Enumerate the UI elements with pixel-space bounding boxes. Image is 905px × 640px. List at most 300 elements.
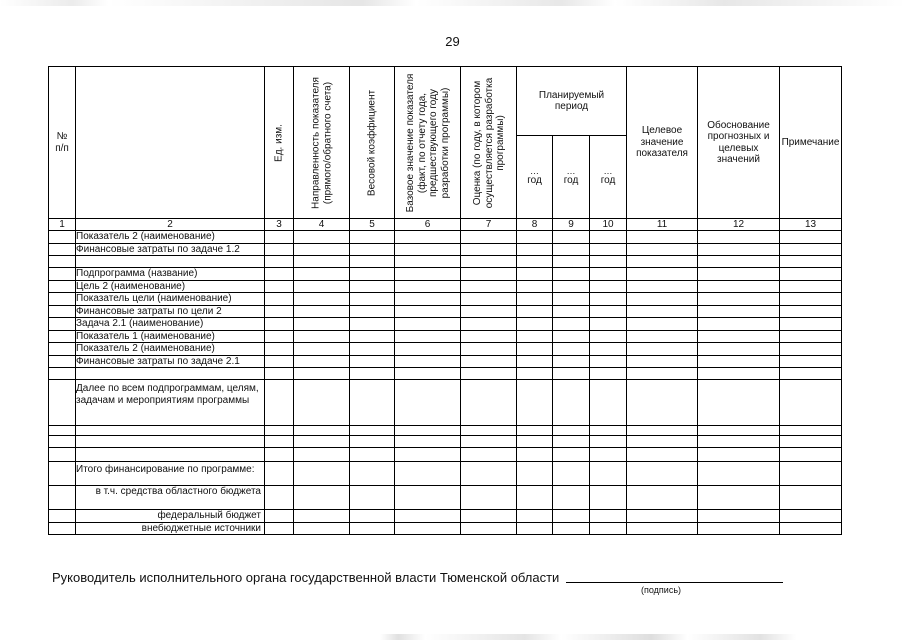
table-cell[interactable]	[517, 256, 553, 268]
table-cell[interactable]	[780, 256, 842, 268]
row-label: в т.ч. средства областного бюджета	[76, 486, 265, 510]
table-cell[interactable]	[590, 243, 627, 256]
table-cell[interactable]	[294, 268, 350, 281]
col-header-justification: Обоснование прогнозных и целевых значений	[698, 67, 780, 219]
table-cell[interactable]	[49, 330, 76, 343]
col-header-target: Целевое значение показателя	[627, 67, 698, 219]
row-label	[76, 448, 265, 462]
table-cell[interactable]	[395, 256, 461, 268]
table-cell[interactable]	[553, 522, 590, 535]
table-cell[interactable]	[590, 462, 627, 486]
table-cell[interactable]	[517, 380, 553, 426]
page-number: 29	[445, 34, 460, 49]
table-cell[interactable]	[294, 426, 350, 436]
table-cell[interactable]	[49, 510, 76, 523]
table-cell[interactable]	[627, 448, 698, 462]
table-cell[interactable]	[590, 343, 627, 356]
table-cell[interactable]	[517, 318, 553, 331]
table-cell[interactable]	[350, 318, 395, 331]
table-cell[interactable]	[627, 380, 698, 426]
table-cell[interactable]	[780, 280, 842, 293]
table-cell[interactable]	[265, 380, 294, 426]
table-cell[interactable]	[265, 462, 294, 486]
table-cell[interactable]	[780, 318, 842, 331]
table-cell[interactable]	[350, 510, 395, 523]
table-cell[interactable]	[461, 243, 517, 256]
table-cell[interactable]	[350, 448, 395, 462]
table-cell[interactable]	[294, 256, 350, 268]
table-cell[interactable]	[553, 330, 590, 343]
col-header-weight	[350, 67, 395, 219]
base-value-header-text: Базовое значение показателя (факт, по отчету года, предшествующего году разработки программы)	[404, 73, 450, 212]
table-cell[interactable]	[294, 231, 350, 244]
table-cell[interactable]	[698, 280, 780, 293]
col-header-note: Примечание	[780, 67, 842, 219]
table-cell[interactable]	[517, 243, 553, 256]
table-cell[interactable]	[49, 318, 76, 331]
table-cell[interactable]	[461, 318, 517, 331]
table-cell[interactable]	[294, 510, 350, 523]
table-cell[interactable]	[780, 231, 842, 244]
row-label: Показатель 2 (наименование)	[76, 231, 265, 244]
direction-header-text: Направленность показателя (прямого/обратного счета)	[310, 76, 333, 209]
table-cell[interactable]	[517, 436, 553, 448]
col-header-year-1: … год	[517, 136, 553, 219]
table-cell[interactable]	[265, 355, 294, 368]
table-cell[interactable]	[461, 510, 517, 523]
col-header-direction	[294, 67, 350, 219]
table-cell[interactable]	[698, 243, 780, 256]
table-cell[interactable]	[553, 243, 590, 256]
table-cell[interactable]	[627, 368, 698, 380]
table-cell[interactable]	[461, 368, 517, 380]
table-row	[49, 231, 842, 244]
table-cell[interactable]	[627, 256, 698, 268]
table-cell[interactable]	[395, 436, 461, 448]
table-cell[interactable]	[780, 462, 842, 486]
table-cell[interactable]	[553, 426, 590, 436]
table-cell[interactable]	[698, 355, 780, 368]
table-cell[interactable]	[461, 355, 517, 368]
table-cell[interactable]	[553, 268, 590, 281]
table-cell[interactable]	[294, 343, 350, 356]
table-row	[49, 436, 842, 448]
table-cell[interactable]	[294, 448, 350, 462]
table-cell[interactable]	[590, 426, 627, 436]
table-cell[interactable]	[517, 330, 553, 343]
row-label	[76, 368, 265, 380]
table-cell[interactable]	[461, 305, 517, 318]
table-cell[interactable]	[49, 486, 76, 510]
table-cell[interactable]	[517, 448, 553, 462]
table-cell[interactable]	[265, 510, 294, 523]
row-label: Подпрограмма (название)	[76, 268, 265, 281]
table-cell[interactable]	[517, 368, 553, 380]
table-cell[interactable]	[49, 256, 76, 268]
table-cell[interactable]	[461, 380, 517, 426]
col-header-year-2: … год	[553, 136, 590, 219]
row-label: Показатель 2 (наименование)	[76, 343, 265, 356]
table-cell[interactable]	[553, 280, 590, 293]
table-cell[interactable]	[461, 268, 517, 281]
signature-line[interactable]	[566, 582, 783, 583]
table-cell[interactable]	[590, 280, 627, 293]
table-row	[49, 522, 842, 535]
table-cell[interactable]	[395, 522, 461, 535]
table-row	[49, 510, 842, 523]
table-cell[interactable]	[627, 330, 698, 343]
table-cell[interactable]	[553, 380, 590, 426]
table-cell[interactable]	[294, 522, 350, 535]
table-cell[interactable]	[590, 231, 627, 244]
table-cell[interactable]	[517, 231, 553, 244]
table-cell[interactable]	[294, 293, 350, 306]
table-cell[interactable]	[698, 510, 780, 523]
table-cell[interactable]	[698, 380, 780, 426]
table-cell[interactable]	[553, 368, 590, 380]
table-cell[interactable]	[265, 448, 294, 462]
table-cell[interactable]	[49, 355, 76, 368]
table-cell[interactable]	[350, 243, 395, 256]
table-cell[interactable]	[395, 293, 461, 306]
table-cell[interactable]	[780, 426, 842, 436]
table-cell[interactable]	[294, 368, 350, 380]
table-cell[interactable]	[49, 280, 76, 293]
table-cell[interactable]	[265, 486, 294, 510]
table-cell[interactable]	[517, 293, 553, 306]
table-cell[interactable]	[265, 231, 294, 244]
col-header-base-value	[395, 67, 461, 219]
table-cell[interactable]	[265, 522, 294, 535]
table-cell[interactable]	[350, 330, 395, 343]
table-cell[interactable]	[517, 355, 553, 368]
table-cell[interactable]	[590, 330, 627, 343]
weight-header-text: Весовой коэффициент	[366, 89, 378, 196]
table-cell[interactable]	[590, 448, 627, 462]
table-cell[interactable]	[698, 343, 780, 356]
table-cell[interactable]	[395, 368, 461, 380]
table-cell[interactable]	[350, 268, 395, 281]
table-cell[interactable]	[590, 380, 627, 426]
table-cell[interactable]	[265, 305, 294, 318]
table-cell[interactable]	[350, 380, 395, 426]
table-cell[interactable]	[780, 448, 842, 462]
table-cell[interactable]	[627, 268, 698, 281]
row-label: Финансовые затраты по цели 2	[76, 305, 265, 318]
table-cell[interactable]	[395, 343, 461, 356]
table-row	[49, 368, 842, 380]
row-label	[76, 436, 265, 448]
table-cell[interactable]	[780, 522, 842, 535]
table-cell[interactable]	[395, 243, 461, 256]
table-cell[interactable]	[350, 368, 395, 380]
table-cell[interactable]	[627, 462, 698, 486]
scan-edge-top	[0, 0, 905, 6]
table-cell[interactable]	[350, 426, 395, 436]
table-cell[interactable]	[553, 318, 590, 331]
table-cell[interactable]	[627, 293, 698, 306]
table-cell[interactable]	[627, 522, 698, 535]
table-cell[interactable]	[698, 318, 780, 331]
table-row	[49, 318, 842, 331]
col-header-planned-period: Планируемый период	[517, 67, 627, 136]
table-cell[interactable]	[350, 355, 395, 368]
table-cell[interactable]	[780, 268, 842, 281]
row-label: внебюджетные источники	[76, 522, 265, 535]
table-cell[interactable]	[49, 343, 76, 356]
header-row-top	[49, 67, 842, 136]
table-cell[interactable]	[698, 448, 780, 462]
table-cell[interactable]	[780, 305, 842, 318]
row-label: Итого финансирование по программе:	[76, 462, 265, 486]
table-cell[interactable]	[265, 243, 294, 256]
table-cell[interactable]	[265, 256, 294, 268]
table-cell[interactable]	[49, 268, 76, 281]
table-cell[interactable]	[350, 462, 395, 486]
table-cell[interactable]	[627, 426, 698, 436]
table-cell[interactable]	[49, 243, 76, 256]
table-cell[interactable]	[350, 522, 395, 535]
table-cell[interactable]	[294, 462, 350, 486]
table-cell[interactable]	[350, 436, 395, 448]
table-cell[interactable]	[698, 436, 780, 448]
table-cell[interactable]	[698, 256, 780, 268]
table-row	[49, 355, 842, 368]
table-cell[interactable]	[590, 305, 627, 318]
table-cell[interactable]	[350, 486, 395, 510]
table-cell[interactable]	[294, 318, 350, 331]
table-cell[interactable]	[461, 462, 517, 486]
table-cell[interactable]	[553, 448, 590, 462]
table-cell[interactable]	[49, 522, 76, 535]
table-cell[interactable]	[49, 426, 76, 436]
table-cell[interactable]	[294, 305, 350, 318]
table-cell[interactable]	[49, 305, 76, 318]
row-label: Финансовые затраты по задаче 1.2	[76, 243, 265, 256]
table-cell[interactable]	[395, 486, 461, 510]
table-cell[interactable]	[698, 231, 780, 244]
row-label: Далее по всем подпрограммам, целям, задачам и мероприятиям программы	[76, 380, 265, 426]
table-cell[interactable]	[461, 522, 517, 535]
table-cell[interactable]	[780, 343, 842, 356]
table-cell[interactable]	[553, 462, 590, 486]
table-cell[interactable]	[627, 510, 698, 523]
table-cell[interactable]	[395, 330, 461, 343]
table-cell[interactable]	[590, 486, 627, 510]
table-cell[interactable]	[395, 280, 461, 293]
table-cell[interactable]	[590, 268, 627, 281]
table-cell[interactable]	[698, 462, 780, 486]
table-cell[interactable]	[627, 436, 698, 448]
table-row	[49, 462, 842, 486]
table-cell[interactable]	[517, 462, 553, 486]
row-label: Показатель цели (наименование)	[76, 293, 265, 306]
table-cell[interactable]	[350, 231, 395, 244]
table-cell[interactable]	[780, 380, 842, 426]
table-cell[interactable]	[265, 426, 294, 436]
table-cell[interactable]	[461, 486, 517, 510]
table-cell[interactable]	[780, 355, 842, 368]
table-body	[49, 219, 842, 535]
scan-edge-bottom	[0, 634, 905, 640]
table-cell[interactable]	[780, 293, 842, 306]
table-cell[interactable]	[553, 293, 590, 306]
unit-header-text: Ед. изм.	[273, 123, 285, 162]
table-row	[49, 243, 842, 256]
row-label: Показатель 1 (наименование)	[76, 330, 265, 343]
table-cell[interactable]	[265, 368, 294, 380]
table-cell[interactable]	[553, 510, 590, 523]
table-cell[interactable]	[590, 293, 627, 306]
table-cell[interactable]	[517, 510, 553, 523]
table-cell[interactable]	[395, 380, 461, 426]
table-cell[interactable]	[698, 293, 780, 306]
table-cell[interactable]	[294, 436, 350, 448]
table-cell[interactable]	[590, 368, 627, 380]
table-row	[49, 268, 842, 281]
table-cell[interactable]	[294, 243, 350, 256]
table-cell[interactable]	[553, 343, 590, 356]
table-cell[interactable]	[461, 293, 517, 306]
table-row	[49, 486, 842, 510]
table-cell[interactable]	[780, 436, 842, 448]
table-cell[interactable]	[698, 426, 780, 436]
table-cell[interactable]	[590, 318, 627, 331]
table-cell[interactable]	[517, 426, 553, 436]
table-cell[interactable]	[461, 343, 517, 356]
col-header-unit	[265, 67, 294, 219]
table-cell[interactable]	[780, 330, 842, 343]
table-cell[interactable]	[49, 368, 76, 380]
table-cell[interactable]	[350, 343, 395, 356]
table-cell[interactable]	[461, 256, 517, 268]
table-cell[interactable]	[590, 436, 627, 448]
table-cell[interactable]	[461, 330, 517, 343]
table-cell[interactable]	[627, 355, 698, 368]
table-cell[interactable]	[698, 368, 780, 380]
table-cell[interactable]	[553, 305, 590, 318]
table-cell[interactable]	[395, 426, 461, 436]
table-cell[interactable]	[350, 293, 395, 306]
table-cell[interactable]	[49, 380, 76, 426]
table-cell[interactable]	[294, 330, 350, 343]
table-cell[interactable]	[780, 368, 842, 380]
table-cell[interactable]	[294, 280, 350, 293]
table-cell[interactable]	[590, 256, 627, 268]
table-cell[interactable]	[49, 436, 76, 448]
table-cell[interactable]	[517, 343, 553, 356]
table-cell[interactable]	[627, 343, 698, 356]
table-row	[49, 426, 842, 436]
col-header-num: № п/п	[49, 67, 76, 219]
table-cell[interactable]	[461, 231, 517, 244]
table-cell[interactable]	[265, 318, 294, 331]
table-cell[interactable]	[461, 436, 517, 448]
table-row	[49, 305, 842, 318]
table-cell[interactable]	[698, 305, 780, 318]
table-cell[interactable]	[553, 256, 590, 268]
col-header-estimate	[461, 67, 517, 219]
table-cell[interactable]	[590, 522, 627, 535]
table-cell[interactable]	[627, 318, 698, 331]
table-row	[49, 293, 842, 306]
table-cell[interactable]	[49, 231, 76, 244]
table-cell[interactable]	[461, 448, 517, 462]
table-cell[interactable]	[395, 510, 461, 523]
table-cell[interactable]	[627, 243, 698, 256]
table-cell[interactable]	[627, 231, 698, 244]
table-cell[interactable]	[265, 343, 294, 356]
table-cell[interactable]	[627, 280, 698, 293]
table-row	[49, 280, 842, 293]
table-cell[interactable]	[350, 280, 395, 293]
table-cell[interactable]	[294, 380, 350, 426]
table-cell[interactable]	[461, 280, 517, 293]
table-cell[interactable]	[627, 486, 698, 510]
table-cell[interactable]	[350, 256, 395, 268]
table-cell[interactable]	[265, 436, 294, 448]
table-cell[interactable]	[553, 486, 590, 510]
table-row	[49, 380, 842, 426]
table-cell[interactable]	[350, 305, 395, 318]
row-label	[76, 256, 265, 268]
table-cell[interactable]	[517, 268, 553, 281]
table-cell[interactable]	[780, 243, 842, 256]
table-cell[interactable]	[517, 486, 553, 510]
table-cell[interactable]	[698, 522, 780, 535]
table-cell[interactable]	[265, 280, 294, 293]
table-cell[interactable]	[517, 280, 553, 293]
table-cell[interactable]	[294, 486, 350, 510]
table-cell[interactable]	[395, 305, 461, 318]
table-row	[49, 343, 842, 356]
row-label: федеральный бюджет	[76, 510, 265, 523]
table-cell[interactable]	[553, 355, 590, 368]
table-cell[interactable]	[265, 268, 294, 281]
table-cell[interactable]	[294, 355, 350, 368]
table-cell[interactable]	[265, 330, 294, 343]
table-cell[interactable]	[698, 268, 780, 281]
table-cell[interactable]	[553, 231, 590, 244]
col-header-name	[76, 67, 265, 219]
row-label: Цель 2 (наименование)	[76, 280, 265, 293]
signer-text: Руководитель исполнительного органа государственной власти Тюменской области	[52, 570, 560, 585]
estimate-header-text: Оценка (по году, в котором осуществляется разработка программы)	[471, 77, 506, 208]
table-cell[interactable]	[517, 522, 553, 535]
table-cell[interactable]	[49, 462, 76, 486]
table-cell[interactable]	[395, 318, 461, 331]
table-cell[interactable]	[590, 510, 627, 523]
table-cell[interactable]	[49, 293, 76, 306]
table-cell[interactable]	[461, 426, 517, 436]
table-cell[interactable]	[49, 448, 76, 462]
table-cell[interactable]	[553, 436, 590, 448]
table-cell[interactable]	[395, 462, 461, 486]
table-cell[interactable]	[627, 305, 698, 318]
table-cell[interactable]	[698, 330, 780, 343]
table-cell[interactable]	[517, 305, 553, 318]
table-cell[interactable]	[395, 268, 461, 281]
table-cell[interactable]	[395, 448, 461, 462]
table-cell[interactable]	[698, 486, 780, 510]
table-row	[49, 256, 842, 268]
table-cell[interactable]	[395, 231, 461, 244]
table-cell[interactable]	[395, 355, 461, 368]
table-cell[interactable]	[265, 293, 294, 306]
table-cell[interactable]	[780, 510, 842, 523]
table-cell[interactable]	[590, 355, 627, 368]
table-cell[interactable]	[780, 486, 842, 510]
